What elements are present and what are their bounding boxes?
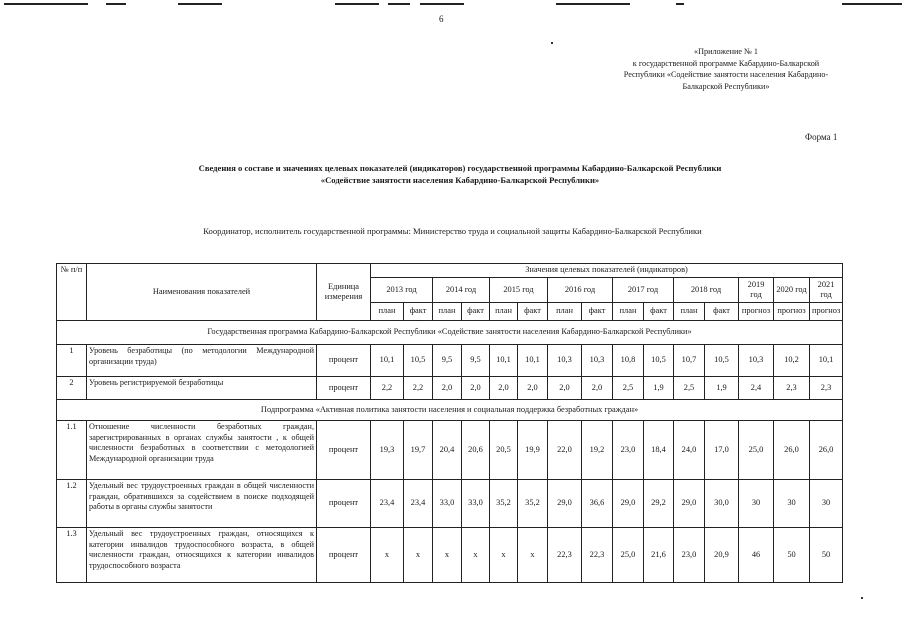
indicator-unit: процент: [317, 377, 371, 400]
indicator-value: 35,2: [490, 480, 518, 528]
header-forecast: прогноз: [739, 303, 774, 321]
indicator-unit: процент: [317, 345, 371, 377]
table-row: [57, 528, 843, 583]
indicator-value: 10,2: [774, 345, 810, 377]
header-fact: факт: [404, 303, 433, 321]
row-number: 2: [57, 377, 87, 400]
indicator-value: 10,3: [582, 345, 613, 377]
indicator-value: 20,5: [490, 421, 518, 480]
row-number: 1: [57, 345, 87, 377]
scan-speck: [861, 597, 863, 599]
appendix-line: Республики «Содействие занятости населения Кабардино-: [623, 70, 829, 79]
indicator-value: 23,4: [371, 480, 404, 528]
header-plan: план: [548, 303, 582, 321]
header-year: 2013 год: [371, 278, 433, 303]
indicator-value: х: [433, 528, 462, 583]
indicator-value: 10,1: [518, 345, 548, 377]
indicator-value: 22,3: [582, 528, 613, 583]
indicator-name: Удельный вес трудоустроенных граждан, относящихся к категории инвалидов трудоспособного возраста, в общей численности граждан, относящихся к категории инвалидов трудоспособного возраста: [87, 528, 317, 583]
indicator-name: Уровень безработицы (по методологии Международной организации труда): [87, 345, 317, 377]
indicator-value: 29,0: [548, 480, 582, 528]
indicator-value: 25,0: [739, 421, 774, 480]
indicator-value: 2,4: [739, 377, 774, 400]
indicator-value: 25,0: [613, 528, 644, 583]
indicator-value: 21,6: [644, 528, 674, 583]
indicator-value: 50: [810, 528, 843, 583]
indicator-value: 20,4: [433, 421, 462, 480]
table-row: [57, 480, 843, 528]
indicator-value: 50: [774, 528, 810, 583]
header-forecast: прогноз: [774, 303, 810, 321]
indicator-value: 9,5: [433, 345, 462, 377]
indicator-value: 10,8: [613, 345, 644, 377]
page-number: 6: [439, 14, 444, 24]
header-plan: план: [674, 303, 705, 321]
scan-artifact-line: [556, 3, 630, 5]
table-row: [57, 345, 843, 377]
scan-artifact-line: [335, 3, 379, 5]
indicator-value: 19,9: [518, 421, 548, 480]
table-row: [57, 421, 843, 480]
header-year: 2017 год: [613, 278, 674, 303]
header-year: 2016 год: [548, 278, 613, 303]
header-plan: план: [371, 303, 404, 321]
indicator-value: 2,3: [810, 377, 843, 400]
indicator-value: 2,5: [674, 377, 705, 400]
header-fact: факт: [705, 303, 739, 321]
scan-speck: [551, 42, 553, 44]
indicator-name: Удельный вес трудоустроенных граждан в общей численности граждан, обратившихся за содействием в поиске подходящей работы в органы службы занятости: [87, 480, 317, 528]
header-fact: факт: [518, 303, 548, 321]
indicator-value: х: [404, 528, 433, 583]
indicator-value: 30: [774, 480, 810, 528]
indicator-value: 10,7: [674, 345, 705, 377]
indicator-value: 2,0: [518, 377, 548, 400]
indicator-value: 17,0: [705, 421, 739, 480]
indicator-value: 10,5: [404, 345, 433, 377]
header-year: 2019 год: [739, 278, 774, 303]
header-fact: факт: [462, 303, 490, 321]
indicator-value: 2,5: [613, 377, 644, 400]
table-row: [57, 377, 843, 400]
header-year: 2021 год: [810, 278, 843, 303]
indicator-value: 10,1: [490, 345, 518, 377]
indicator-value: 20,9: [705, 528, 739, 583]
header-row: [57, 264, 843, 278]
indicator-value: 29,0: [613, 480, 644, 528]
row-number: 1.3: [57, 528, 87, 583]
appendix-line: Балкарской Республики»: [682, 81, 770, 91]
indicator-value: 1,9: [644, 377, 674, 400]
indicator-value: 23,0: [613, 421, 644, 480]
form-label: Форма 1: [805, 132, 838, 142]
indicator-unit: процент: [317, 480, 371, 528]
indicator-value: 23,0: [674, 528, 705, 583]
header-name: Наименования показателей: [87, 264, 317, 321]
indicator-value: 35,2: [518, 480, 548, 528]
indicator-unit: процент: [317, 528, 371, 583]
indicator-value: 10,3: [739, 345, 774, 377]
indicator-value: 46: [739, 528, 774, 583]
indicator-value: 2,3: [774, 377, 810, 400]
indicator-value: 18,4: [644, 421, 674, 480]
indicator-value: 29,2: [644, 480, 674, 528]
indicator-value: х: [490, 528, 518, 583]
coordinator-line: Координатор, исполнитель государственной программы: Министерство труда и социальной защиты Кабардино-Балкарской Республики: [203, 226, 702, 236]
scan-artifact-line: [4, 3, 88, 5]
header-plan: план: [490, 303, 518, 321]
header-unit: Единица измерения: [317, 264, 371, 321]
scan-artifact-line: [388, 3, 410, 5]
header-year: 2020 год: [774, 278, 810, 303]
indicator-value: 30: [810, 480, 843, 528]
appendix-note: [606, 46, 846, 92]
section-subprogram: Подпрограмма «Активная политика занятости населения и социальная поддержка безработных граждан»: [57, 400, 843, 421]
indicator-value: 33,0: [462, 480, 490, 528]
indicator-value: 23,4: [404, 480, 433, 528]
indicator-value: 2,2: [371, 377, 404, 400]
indicator-value: 26,0: [774, 421, 810, 480]
indicator-value: х: [518, 528, 548, 583]
row-number: 1.2: [57, 480, 87, 528]
indicator-value: 2,0: [462, 377, 490, 400]
indicator-name: Уровень регистрируемой безработицы: [87, 377, 317, 400]
indicator-value: 30: [739, 480, 774, 528]
header-forecast: прогноз: [810, 303, 843, 321]
indicator-value: 20,6: [462, 421, 490, 480]
indicator-value: 36,6: [582, 480, 613, 528]
header-fact: факт: [582, 303, 613, 321]
indicator-value: 2,2: [404, 377, 433, 400]
indicator-value: 22,3: [548, 528, 582, 583]
row-number: 1.1: [57, 421, 87, 480]
indicator-value: 9,5: [462, 345, 490, 377]
header-fact: факт: [644, 303, 674, 321]
indicator-value: 19,3: [371, 421, 404, 480]
header-plan: план: [613, 303, 644, 321]
section-program: Государственная программа Кабардино-Балкарской Республики «Содействие занятости населения Кабардино-Балкарской Республики»: [57, 321, 843, 345]
section-row: [57, 400, 843, 421]
indicator-value: 2,0: [582, 377, 613, 400]
indicator-value: 19,7: [404, 421, 433, 480]
title-line: Сведения о составе и значениях целевых показателей (индикаторов) государственной программы Кабардино-Балкарской Республики: [198, 163, 722, 173]
section-row: [57, 321, 843, 345]
scan-artifact-line: [676, 3, 684, 5]
indicator-value: 22,0: [548, 421, 582, 480]
indicator-value: 10,5: [705, 345, 739, 377]
indicator-value: 10,1: [810, 345, 843, 377]
header-no: № п/п: [57, 264, 87, 321]
header-values: Значения целевых показателей (индикаторов): [371, 264, 843, 278]
scan-artifact-line: [178, 3, 222, 5]
indicator-value: 10,5: [644, 345, 674, 377]
header-year: 2015 год: [490, 278, 548, 303]
indicator-value: 24,0: [674, 421, 705, 480]
header-plan: план: [433, 303, 462, 321]
header-year: 2014 год: [433, 278, 490, 303]
indicator-value: 26,0: [810, 421, 843, 480]
indicator-value: 2,0: [490, 377, 518, 400]
indicator-value: 10,1: [371, 345, 404, 377]
indicators-table: [56, 263, 843, 583]
indicator-value: 29,0: [674, 480, 705, 528]
indicator-value: 1,9: [705, 377, 739, 400]
appendix-line: к государственной программе Кабардино-Балкарской: [632, 58, 820, 68]
appendix-line: «Приложение № 1: [693, 47, 759, 56]
indicator-value: 19,2: [582, 421, 613, 480]
scan-artifact-line: [420, 3, 464, 5]
indicator-value: 33,0: [433, 480, 462, 528]
scan-artifact-line: [106, 3, 126, 5]
indicator-value: 2,0: [548, 377, 582, 400]
indicator-value: х: [371, 528, 404, 583]
header-year: 2018 год: [674, 278, 739, 303]
document-title: [80, 162, 840, 186]
indicator-name: Отношение численности безработных граждан, зарегистрированных в органах службы занятости , к общей численности безработных в соответствии с методологией Международной организации труда: [87, 421, 317, 480]
indicator-unit: процент: [317, 421, 371, 480]
indicator-value: 10,3: [548, 345, 582, 377]
scan-artifact-line: [842, 3, 902, 5]
title-line: «Содействие занятости населения Кабардино-Балкарской Республики»: [320, 175, 600, 185]
indicator-value: 30,0: [705, 480, 739, 528]
indicator-value: 2,0: [433, 377, 462, 400]
indicator-value: х: [462, 528, 490, 583]
